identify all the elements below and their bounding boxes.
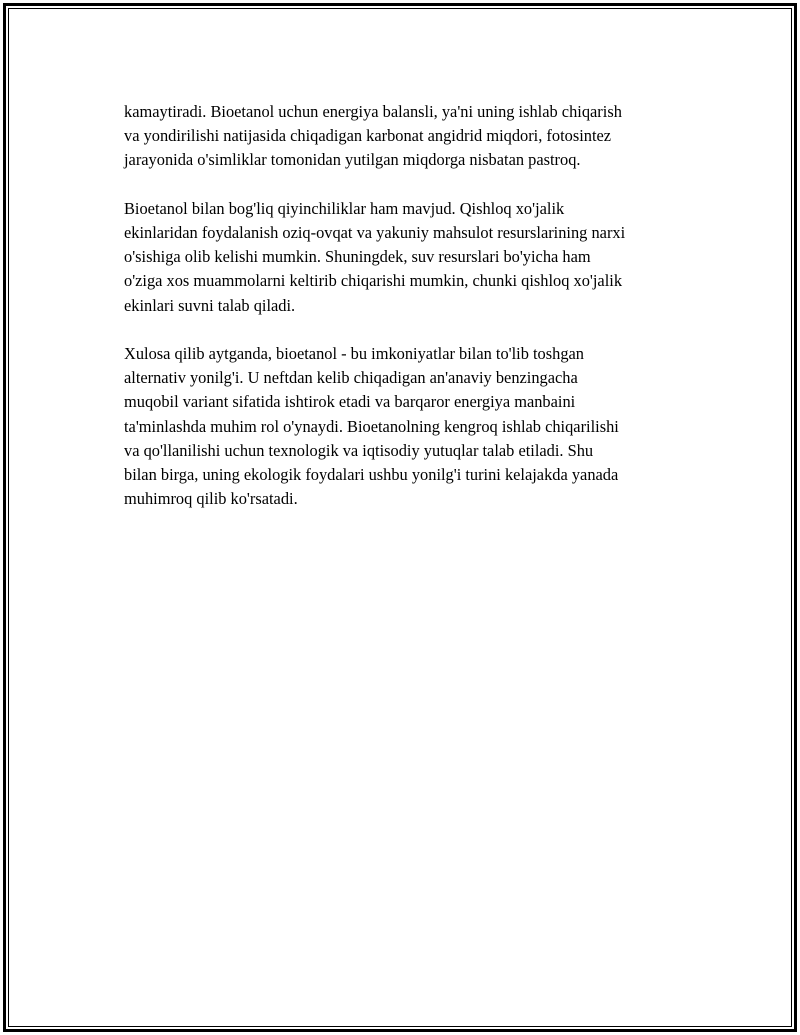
text-line: muhimroq qilib ko'rsatadi.	[124, 489, 298, 509]
text-line: kamaytiradi. Bioetanol uchun energiya balansli, ya'ni uning ishlab chiqarish	[124, 102, 622, 121]
paragraph-3	[124, 342, 704, 511]
text-line: ekinlari suvni talab qiladi.	[124, 295, 296, 315]
text-line: o'ziga xos muammolarni keltirib chiqarishi mumkin, chunki qishloq xo'jalik	[124, 271, 623, 291]
text-line: jarayonida o'simliklar tomonidan yutilgan miqdorga nisbatan pastroq.	[124, 150, 581, 170]
text-line: muqobil variant sifatida ishtirok etadi va barqaror energiya manbaini	[124, 392, 576, 412]
document-body	[124, 100, 704, 536]
text-line: o'sishiga olib kelishi mumkin. Shuningdek, suv resurslari bo'yicha ham	[124, 247, 591, 267]
text-line: va yondirilishi natijasida chiqadigan karbonat angidrid miqdori, fotosintez	[124, 126, 612, 146]
page-frame	[3, 3, 797, 1032]
text-line: alternativ yonilg'i. U neftdan kelib chiqadigan an'anaviy benzingacha	[124, 368, 578, 388]
text-line: va qo'llanilishi uchun texnologik va iqtisodiy yutuqlar talab etiladi. Shu	[124, 440, 594, 460]
text-line: ta'minlashda muhim rol o'ynaydi. Bioetanolning kengroq ishlab chiqarilishi	[124, 416, 619, 436]
paragraph-2	[124, 197, 704, 318]
text-line: Xulosa qilib aytganda, bioetanol - bu imkoniyatlar bilan to'lib toshgan	[124, 344, 584, 363]
text-line: ekinlaridan foydalanish oziq-ovqat va yakuniy mahsulot resurslarining narxi	[124, 223, 626, 242]
text-line: bilan birga, uning ekologik foydalari ushbu yonilg'i turini kelajakda yanada	[124, 465, 619, 485]
text-line: Bioetanol bilan bog'liq qiyinchiliklar ham mavjud. Qishloq xo'jalik	[124, 198, 565, 218]
paragraph-1	[124, 100, 704, 173]
